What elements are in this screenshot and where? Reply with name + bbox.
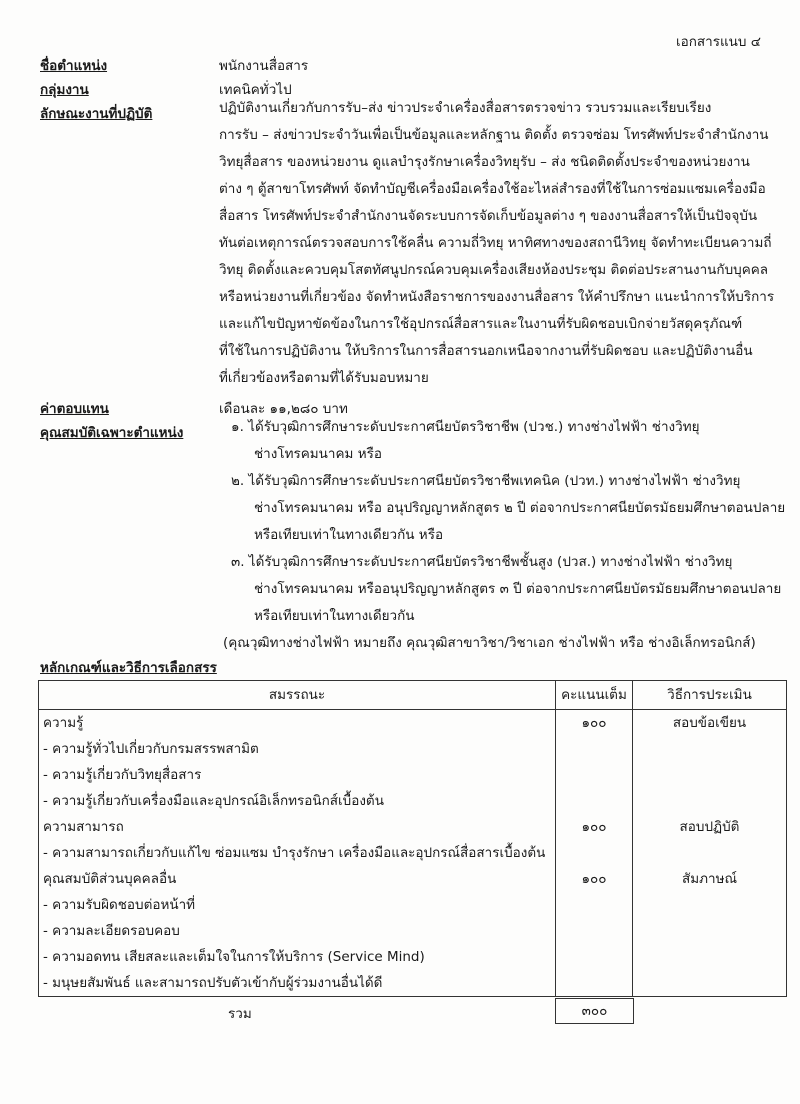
qualification-item-2-cont: หรือเทียบเท่าในทางเดียวกัน หรือ	[254, 527, 444, 543]
qualifications-list	[219, 414, 785, 657]
score-cell: ๑๐๐	[556, 710, 633, 737]
duties-line: การรับ – ส่งข่าวประจำวันเพื่อเป็นข้อมูลและหลักฐาน ติดตั้ง ตรวจซ่อม โทรศัพท์ประจำสำนักงาน	[219, 127, 769, 143]
header-method: วิธีการประเมิน	[633, 681, 787, 710]
score-cell	[556, 944, 633, 970]
table-row	[39, 840, 787, 866]
score-cell: ๑๐๐	[556, 814, 633, 840]
competency-cell: - ความรู้ทั่วไปเกี่ยวกับกรมสรรพสามิต	[39, 736, 556, 762]
score-cell	[556, 788, 633, 814]
duties-line: ที่ใช้ในการปฏิบัติงาน ให้บริการในการสื่อสารนอกเหนือจากงานที่รับผิดชอบ และปฏิบัติงานอื่น	[219, 343, 753, 359]
total-label: รวม	[228, 1006, 252, 1022]
score-cell	[556, 892, 633, 918]
competency-cell: - ความรู้เกี่ยวกับวิทยุสื่อสาร	[39, 762, 556, 788]
position-value: พนักงานสื่อสาร	[219, 58, 309, 74]
competency-cell: - ความรู้เกี่ยวกับเครื่องมือและอุปกรณ์อิเล็กทรอนิกส์เบื้องต้น	[39, 788, 556, 814]
score-cell	[556, 840, 633, 866]
method-cell	[633, 892, 787, 918]
table-row	[39, 788, 787, 814]
table-row	[39, 866, 787, 892]
duties-label: ลักษณะงานที่ปฏิบัติ	[40, 106, 153, 122]
qualification-item-3-cont: หรือเทียบเท่าในทางเดียวกัน	[254, 608, 415, 624]
qualification-item-1-cont: ช่างโทรคมนาคม หรือ	[254, 446, 382, 462]
duties-line: วิทยุสื่อสาร ของหน่วยงาน ดูแลบำรุงรักษาเครื่องวิทยุรับ – ส่ง ชนิดติดตั้งประจำของหน่วยงาน	[219, 154, 750, 170]
competency-cell: - ความรับผิดชอบต่อหน้าที่	[39, 892, 556, 918]
method-cell	[633, 840, 787, 866]
compensation-value: เดือนละ ๑๑,๒๘๐ บาท	[219, 401, 348, 417]
qualification-item-1: ๑. ได้รับวุฒิการศึกษาระดับประกาศนียบัตรวิชาชีพ (ปวช.) ทางช่างไฟฟ้า ช่างวิทยุ	[231, 419, 700, 435]
duties-line: สื่อสาร โทรศัพท์ประจำสำนักงานจัดระบบการจัดเก็บข้อมูลต่าง ๆ ของงานสื่อสารให้เป็นปัจจุบัน	[219, 208, 758, 224]
qualification-note: (คุณวุฒิทางช่างไฟฟ้า หมายถึง คุณวุฒิสาขาวิชา/วิชาเอก ช่างไฟฟ้า หรือ ช่างอิเล็กทรอนิกส์)	[223, 635, 756, 651]
duties-line: ที่เกี่ยวข้องหรือตามที่ได้รับมอบหมาย	[219, 370, 429, 386]
duties-line: ต่าง ๆ ตู้สาขาโทรศัพท์ จัดทำบัญชีเครื่องมือเครื่องใช้อะไหล่สำรองที่ใช้ในการซ่อมแซมเครื่องมือ	[219, 181, 766, 197]
table-row	[39, 762, 787, 788]
qualification-item-3: ๓. ได้รับวุฒิการศึกษาระดับประกาศนียบัตรวิชาชีพชั้นสูง (ปวส.) ทางช่างไฟฟ้า ช่างวิทยุ	[231, 554, 733, 570]
table-row	[39, 736, 787, 762]
table-row	[39, 918, 787, 944]
method-cell: สอบข้อเขียน	[633, 710, 787, 737]
qualifications-label: คุณสมบัติเฉพาะตำแหน่ง	[40, 425, 184, 441]
method-cell	[633, 918, 787, 944]
table-row	[39, 892, 787, 918]
competency-cell: - ความสามารถเกี่ยวกับแก้ไข ซ่อมแซม บำรุงรักษา เครื่องมือและอุปกรณ์สื่อสารเบื้องต้น	[39, 840, 556, 866]
position-label: ชื่อตำแหน่ง	[40, 58, 108, 74]
method-cell: สัมภาษณ์	[633, 866, 787, 892]
method-cell	[633, 944, 787, 970]
group-value: เทคนิคทั่วไป	[219, 82, 292, 98]
table-row	[39, 814, 787, 840]
qualification-item-2: ๒. ได้รับวุฒิการศึกษาระดับประกาศนียบัตรวิชาชีพเทคนิค (ปวท.) ทางช่างไฟฟ้า ช่างวิทยุ	[231, 473, 741, 489]
qualification-item-3-cont: ช่างโทรคมนาคม หรืออนุปริญญาหลักสูตร ๓ ปี ต่อจากประกาศนียบัตรมัธยมศึกษาตอนปลาย	[254, 581, 782, 597]
duties-line: หรือหน่วยงานที่เกี่ยวข้อง จัดทำหนังสือราชการของงานสื่อสาร ให้คำปรึกษา แนะนำการให้บริการ	[219, 289, 775, 305]
duties-line: ทันต่อเหตุการณ์ตรวจสอบการใช้คลื่น ความถี่วิทยุ หาทิศทางของสถานีวิทยุ จัดทำทะเบียนความถี่	[219, 235, 772, 251]
method-cell	[633, 762, 787, 788]
method-cell	[633, 736, 787, 762]
duties-line: วิทยุ ติดตั้งและควบคุมโสตทัศนูปกรณ์ควบคุมเครื่องเสียงห้องประชุม ติดต่อประสานงานกับบุคคล	[219, 262, 769, 278]
criteria-table	[38, 680, 787, 997]
criteria-title: หลักเกณฑ์และวิธีการเลือกสรร	[40, 660, 217, 676]
header-score: คะแนนเต็ม	[556, 681, 633, 710]
method-cell	[633, 788, 787, 814]
total-value: ๓๐๐	[555, 998, 634, 1024]
method-cell: สอบปฏิบัติ	[633, 814, 787, 840]
competency-cell: ความสามารถ	[39, 814, 556, 840]
table-row	[39, 944, 787, 970]
table-row	[39, 710, 787, 737]
competency-cell: คุณสมบัติส่วนบุคคลอื่น	[39, 866, 556, 892]
criteria-header-row	[39, 681, 787, 710]
duties-line: ปฏิบัติงานเกี่ยวกับการรับ–ส่ง ข่าวประจำเครื่องสื่อสารตรวจข่าว รวบรวมและเรียบเรียง	[219, 100, 712, 116]
competency-cell: - ความอดทน เสียสละและเต็มใจในการให้บริการ (Service Mind)	[39, 944, 556, 970]
competency-cell: - ความละเอียดรอบคอบ	[39, 918, 556, 944]
score-cell	[556, 762, 633, 788]
duties-line: และแก้ไขปัญหาขัดข้องในการใช้อุปกรณ์สื่อสารและในงานที่รับผิดชอบเบิกจ่ายวัสดุครุภัณฑ์	[219, 316, 743, 332]
duties-paragraph	[219, 95, 775, 392]
table-row	[39, 970, 787, 997]
method-cell	[633, 970, 787, 997]
score-cell	[556, 736, 633, 762]
score-cell	[556, 918, 633, 944]
header-competency: สมรรถนะ	[39, 681, 556, 710]
qualification-item-2-cont: ช่างโทรคมนาคม หรือ อนุปริญญาหลักสูตร ๒ ปี ต่อจากประกาศนียบัตรมัธยมศึกษาตอนปลาย	[254, 500, 786, 516]
score-cell	[556, 970, 633, 997]
score-cell: ๑๐๐	[556, 866, 633, 892]
compensation-label: ค่าตอบแทน	[40, 401, 109, 417]
attachment-reference: เอกสารแนบ ๔	[676, 34, 761, 50]
competency-cell: - มนุษยสัมพันธ์ และสามารถปรับตัวเข้ากับผู้ร่วมงานอื่นได้ดี	[39, 970, 556, 997]
group-label: กลุ่มงาน	[40, 82, 89, 98]
competency-cell: ความรู้	[39, 710, 556, 737]
